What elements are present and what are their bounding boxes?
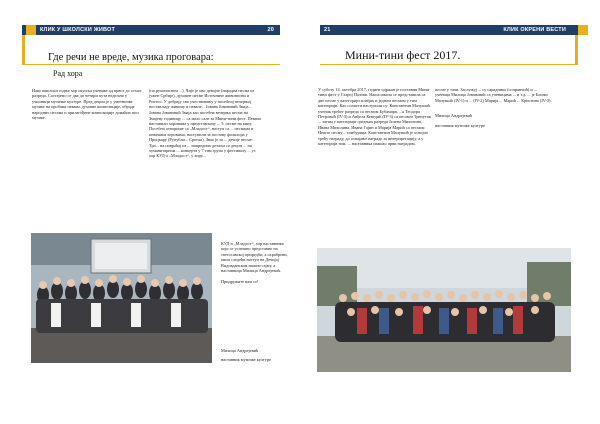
right-signature-role: наставник музичке културе (435, 122, 485, 128)
paragraph: Иако школски годње хор окупља ученике од првог до осмог разреда. Састајемо се два до четири пута недељно у учионици музичке културе. Пред децом је у уметничке музике на пробама певамо духовне композиције, обраде народних песама и прилагођене композиције домаћих поп музике. (32, 88, 142, 121)
right-header-accent (578, 25, 588, 35)
paragraph: Јована Јовановић Змаја као посебна вечерња песма на Змајеву годиницу ... са мало сале за Мини-тини фест. Певачи наставили хоровима у представљачу ... 5. песме на кипу. Посебно отворише са „Младост“, наступ са ... песмама и певачким хоровима, наступили за поставу фолклора у Процкару (Рупубли... Српска). Звао је за ... дечије песме: Тро... на повраћај из ... напредних детаља са децом ... на хуманитарном ... концерта у 7 тим група у фестивалу ... уз хор КУД-а „Младост“, у хору... (149, 110, 261, 159)
choir-photo (31, 233, 212, 363)
festival-group-photo-image (317, 248, 571, 372)
left-article-title: Где речи не вреде, музика проговара: (48, 52, 214, 63)
paragraph: Придружите нам се! (221, 279, 259, 285)
right-text-column-1 (318, 87, 432, 147)
left-page-number: 20 (267, 27, 274, 33)
right-header-bar (320, 25, 578, 35)
left-header-bar (22, 25, 280, 35)
left-signature (221, 348, 271, 363)
paragraph: (по рукописном ...), Чије је ово девојче (народна песма из јужне Србије), духовне песме Источниче живоносни и Ристос. У добрају сво учествовању у посебној вечерњој постављају живому и певале... Јована Јовановић Змаја... (149, 88, 255, 110)
left-text-column-1 (32, 88, 144, 121)
paragraph: КУД-а „Младост“, хор наставника који се успешно представио на светосавској приредби, а охрабрени, овом следећи наступ на Дечијој Видовданском нашем сајму, а наставница Милица Андрејевић. (221, 241, 288, 274)
right-article-title: Мини-тини фест 2017. (345, 48, 461, 62)
left-header-accent (26, 25, 36, 35)
left-text-column-3 (221, 241, 291, 285)
choir-photo-image (31, 233, 212, 363)
left-text-column-2 (149, 88, 262, 159)
right-text-column-2 (435, 87, 553, 128)
left-signature-role: наставник музичке културе (221, 357, 271, 363)
right-signature (435, 113, 553, 128)
paragraph: У суботу 14. октобра 2017. године одржан је поставни Мини-тини фест у Старој Пазови. Наша школа се представила са две песме у категорији млађих и једном песмом у тим категорији. Као солисти наступили су: Константин Малушић ученик трећег разреда са песмом Бубамара, ...а Теодора Петровић (IV-3) и Анђела Кеведић (IV-3) са песмом Тренутак ... затим у категорији средњих разреда Јелена Михолина, Ивана Михолина, Ивана Гајин и Марија Марић са песмом Нешто песму – тамбурица. Константин Малушић је освојио трећу награду, до освајање награде за интерпретацију, а у категорији тим, ... наставника изашао први наградом. (318, 87, 431, 147)
left-header-section: КЛИК У ШКОЛСКИ ЖИВОТ (40, 27, 116, 33)
festival-group-photo (317, 248, 571, 372)
right-page-number: 21 (324, 27, 331, 33)
paragraph: песме у тачи. Заслужуј ... су сарадника (сопранчић) и ... ученица Милица Јовановић са ученицима ... и т.д. ... је Бошко Малушић (IV-1) и ... (IV-2) Марија ... Марић ... Кристина (IV-3). (435, 87, 552, 103)
left-signature-name: Милица Андрејевић (221, 348, 259, 353)
right-signature-name: Милица Андрејевић (435, 113, 473, 119)
left-article-subtitle: Рад хора (53, 69, 83, 78)
right-header-section: КЛИК ОКРЕНИ ВЕСТИ (503, 27, 566, 33)
